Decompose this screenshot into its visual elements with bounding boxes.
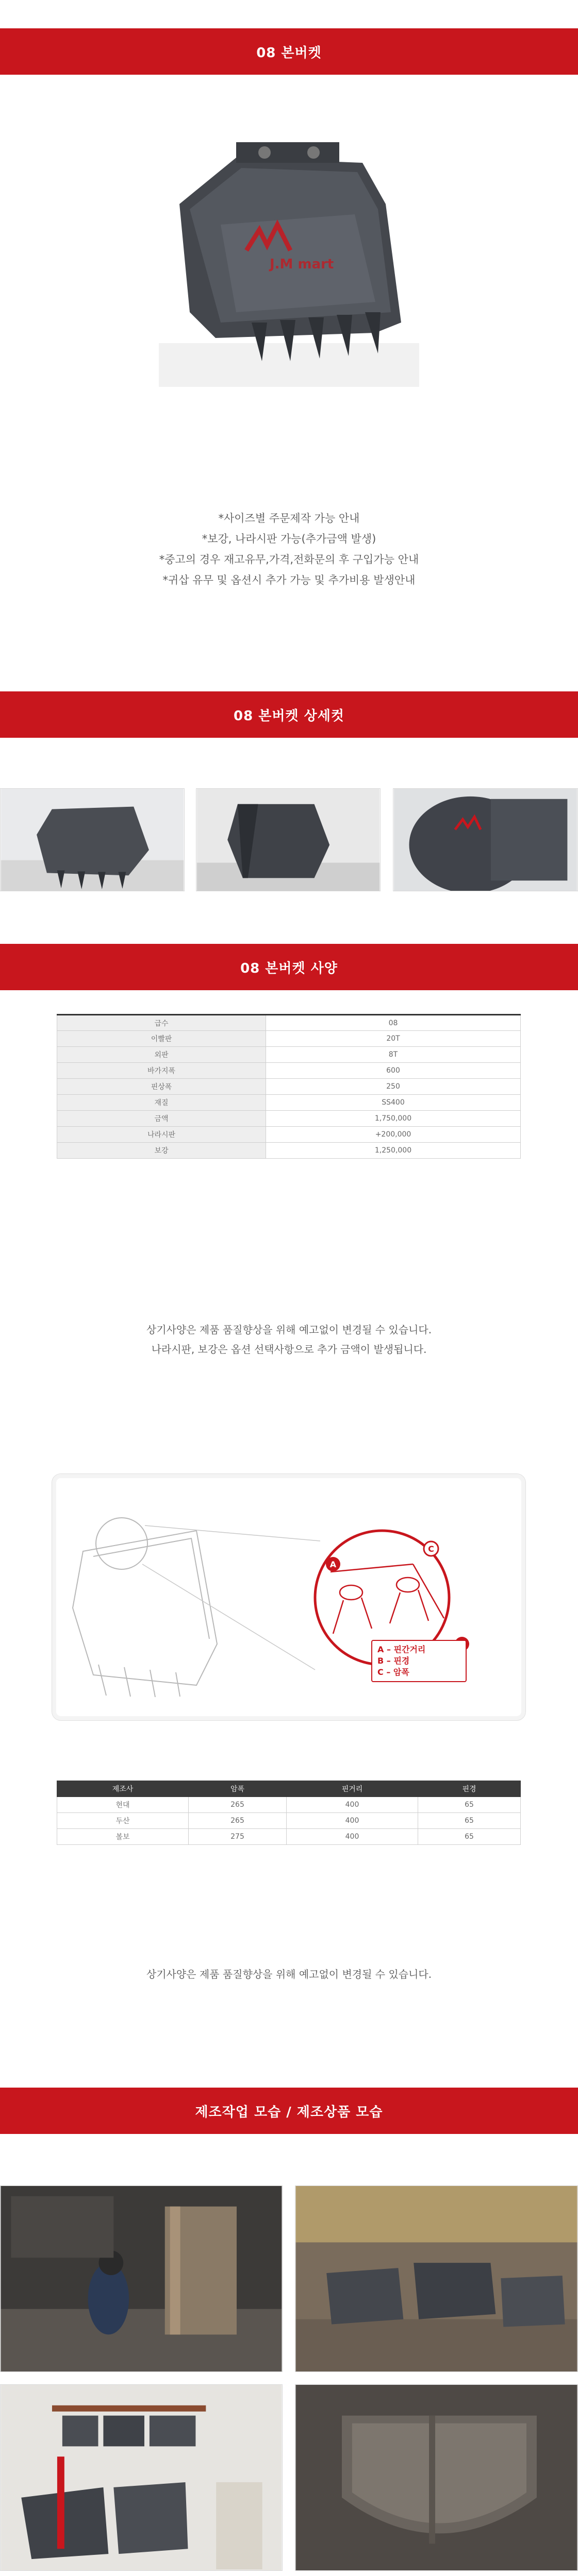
spec-label: 핀상폭	[57, 1079, 266, 1095]
detail-photo-2	[196, 788, 381, 891]
detail-photo-3	[393, 788, 578, 891]
watermark-text: J.M mart	[270, 257, 334, 272]
table-row	[57, 1079, 521, 1095]
table-row	[57, 1047, 521, 1063]
production-photo-shell	[295, 2384, 578, 2571]
spec-value: 1,250,000	[266, 1143, 521, 1159]
table-row	[57, 1015, 521, 1031]
section-title: 08 본버켓 상세컷	[234, 708, 344, 724]
notice-line: 상기사양은 제품 품질향상을 위해 예고없이 변경될 수 있습니다.	[146, 1324, 432, 1336]
legend-a: A – 핀간거리	[377, 1645, 426, 1654]
maker-table	[57, 1781, 521, 1845]
table-cell: 275	[189, 1829, 287, 1845]
spec-value: 250	[266, 1079, 521, 1095]
main-product-photo	[159, 127, 419, 387]
spec-value: SS400	[266, 1095, 521, 1111]
column-header: 핀거리	[287, 1781, 418, 1797]
table-row	[57, 1127, 521, 1143]
spec-value: 1,750,000	[266, 1111, 521, 1127]
note-item: *사이즈별 주문제작 가능 안내	[218, 512, 360, 524]
marker-c: C	[428, 1544, 434, 1554]
notice-2	[0, 1964, 578, 1985]
legend-b: B – 핀경	[377, 1656, 410, 1666]
table-cell: 65	[418, 1813, 521, 1829]
detail-photo-1	[0, 788, 185, 891]
note-item: *중고의 경우 재고유무,가격,전화문의 후 구입가능 안내	[159, 553, 419, 566]
spec-label: 보강	[57, 1143, 266, 1159]
spec-label: 외판	[57, 1047, 266, 1063]
note-item: *귀삽 유무 및 옵션시 추가 가능 및 추가비용 발생안내	[162, 574, 416, 586]
table-header-row	[57, 1781, 521, 1797]
spec-value: +200,000	[266, 1127, 521, 1143]
table-cell: 65	[418, 1829, 521, 1845]
table-cell: 400	[287, 1813, 418, 1829]
table-cell: 400	[287, 1829, 418, 1845]
table-row	[57, 1063, 521, 1079]
table-row	[57, 1813, 521, 1829]
spec-label: 이빨판	[57, 1031, 266, 1047]
table-row	[57, 1143, 521, 1159]
spec-value: 08	[266, 1015, 521, 1031]
section-title: 08 본버켓 사양	[240, 960, 338, 976]
table-cell: 두산	[57, 1813, 189, 1829]
legend-c: C – 암폭	[377, 1667, 409, 1677]
notes-list	[0, 508, 578, 590]
section-header-spec	[0, 944, 578, 990]
spec-label: 재질	[57, 1095, 266, 1111]
production-photo-stock	[295, 2185, 578, 2372]
production-photo-rack	[0, 2384, 283, 2571]
table-cell: 400	[287, 1797, 418, 1813]
marker-a: A	[329, 1560, 337, 1569]
dimension-legend	[371, 1640, 467, 1682]
note-item: *보강, 나라시판 가능(추가금액 발생)	[202, 533, 376, 545]
bucket-image	[159, 127, 419, 387]
table-row	[57, 1797, 521, 1813]
section-header-production	[0, 2088, 578, 2134]
spec-label: 금액	[57, 1111, 266, 1127]
section-header-main	[0, 28, 578, 75]
column-header: 핀경	[418, 1781, 521, 1797]
section-title: 제조작업 모습 / 제조상품 모습	[195, 2104, 383, 2120]
spec-label: 바가지폭	[57, 1063, 266, 1079]
table-cell: 현대	[57, 1797, 189, 1813]
table-row	[57, 1031, 521, 1047]
spec-value: 8T	[266, 1047, 521, 1063]
table-row	[57, 1095, 521, 1111]
spec-value: 600	[266, 1063, 521, 1079]
notice-1	[0, 1320, 578, 1359]
table-cell: 볼보	[57, 1829, 189, 1845]
table-cell: 265	[189, 1813, 287, 1829]
section-header-detail	[0, 691, 578, 738]
section-title: 08 본버켓	[256, 45, 322, 61]
table-cell: 265	[189, 1797, 287, 1813]
column-header: 암폭	[189, 1781, 287, 1797]
production-photo-welding	[0, 2185, 283, 2372]
spec-label: 나라시판	[57, 1127, 266, 1143]
spec-label: 급수	[57, 1015, 266, 1031]
table-cell: 65	[418, 1797, 521, 1813]
bucket-dimension-drawing	[52, 1474, 526, 1721]
table-row	[57, 1111, 521, 1127]
column-header: 제조사	[57, 1781, 189, 1797]
spec-table	[57, 1014, 521, 1159]
dimension-diagram	[52, 1473, 526, 1721]
notice-line: 나라시판, 보강은 옵션 선택사항으로 추가 금액이 발생됩니다.	[151, 1343, 427, 1355]
spec-value: 20T	[266, 1031, 521, 1047]
table-row	[57, 1829, 521, 1845]
notice-line: 상기사양은 제품 품질향상을 위해 예고없이 변경될 수 있습니다.	[146, 1968, 432, 1980]
